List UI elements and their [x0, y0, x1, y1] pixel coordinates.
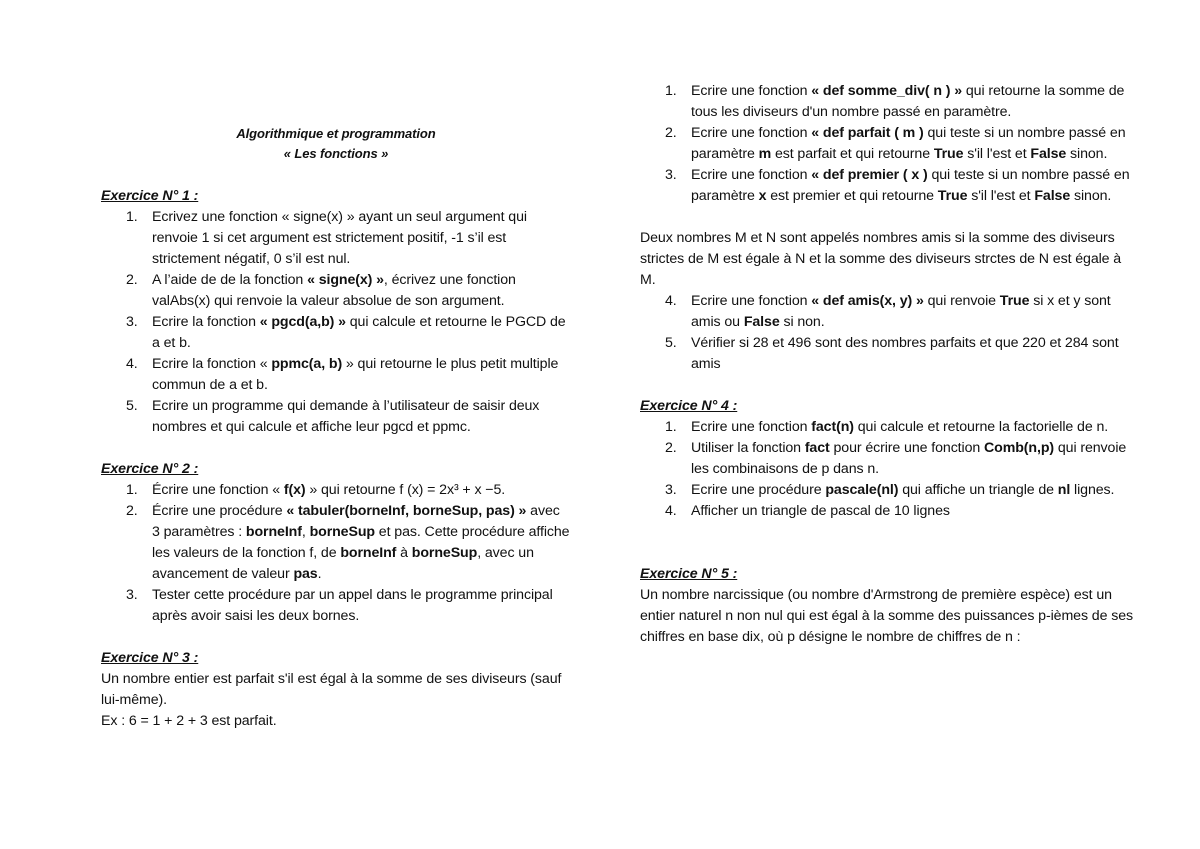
list-item: [640, 291, 1140, 333]
exercise-3-intro: Un nombre entier est parfait s'il est égal à la somme de ses diviseurs (sauf lui-même).: [101, 671, 562, 708]
text: » qui retourne f (x) = 2x³ + x −5.: [305, 482, 506, 498]
text: Afficher un triangle de pascal de 10 lignes: [691, 503, 950, 519]
bold-text: « tabuler(borneInf, borneSup, pas) »: [286, 503, 527, 519]
list-item-number: 3.: [665, 167, 677, 183]
doc-subtitle: « Les fonctions »: [283, 146, 389, 161]
text: Ecrire une fonction: [691, 83, 812, 99]
list-item-number: 4.: [126, 356, 138, 372]
list-item: [101, 207, 571, 270]
text: Ecrire une fonction: [691, 293, 812, 309]
bold-text: True: [937, 188, 968, 204]
text: si x et y sont amis ou: [691, 293, 1111, 330]
list-item-number: 1.: [126, 482, 138, 498]
list-item: [101, 396, 571, 438]
list-item-number: 5.: [126, 398, 138, 414]
exercise-1-heading: Exercice N° 1 :: [101, 188, 199, 204]
bold-text: fact: [804, 440, 830, 456]
bold-text: False: [1030, 146, 1067, 162]
list-item: [640, 81, 1140, 123]
list-item-number: 2.: [665, 440, 677, 456]
bold-text: f(x): [283, 482, 306, 498]
list-item-number: 4.: [665, 293, 677, 309]
text: Vérifier si 28 et 496 sont des nombres parfaits et que 220 et 284 sont amis: [691, 335, 1119, 372]
list-item-number: 3.: [126, 587, 138, 603]
text: Ecrire un programme qui demande à l’utilisateur de saisir deux nombres et qui calcule et affiche leur pgcd et ppmc.: [152, 398, 540, 435]
list-item: [640, 480, 1140, 501]
text: s'il l'est et: [967, 188, 1035, 204]
text: Écrire une procédure: [152, 503, 287, 519]
text: Écrire une fonction «: [152, 482, 284, 498]
bold-text: borneSup: [309, 524, 375, 540]
text: Ecrivez une fonction « signe(x) » ayant un seul argument qui renvoie 1 si cet argument est strictement positif, -1 s’il est strictement négatif, 0 s’il est nul.: [152, 209, 527, 267]
bold-text: False: [743, 314, 780, 330]
text: Ecrire la fonction «: [152, 356, 272, 372]
bold-text: pas: [293, 566, 318, 582]
text: Ecrire la fonction: [152, 314, 260, 330]
list-item: [101, 480, 571, 501]
text: et pas. Cette procédure affiche les valeurs de la fonction f, de: [152, 524, 570, 561]
list-item-number: 1.: [665, 419, 677, 435]
bold-text: borneInf: [245, 524, 302, 540]
list-item: [640, 417, 1140, 438]
exercise-3-example: Ex : 6 = 1 + 2 + 3 est parfait.: [101, 713, 277, 729]
text: sinon.: [1066, 146, 1108, 162]
list-item-number: 3.: [665, 482, 677, 498]
exercise-3-list: [640, 81, 1140, 207]
text: , avec un avancement de valeur: [152, 545, 534, 582]
bold-text: ppmc(a, b): [271, 356, 343, 372]
text: , écrivez une fonction valAbs(x) qui renvoie la valeur absolue de son argument.: [152, 272, 516, 309]
text: .: [317, 566, 322, 582]
text: sinon.: [1070, 188, 1112, 204]
bold-text: m: [758, 146, 772, 162]
exercise-1-list: [101, 207, 571, 438]
bold-text: « def amis(x, y) »: [811, 293, 924, 309]
bold-text: « def premier ( x ): [811, 167, 928, 183]
bold-text: « def somme_div( n ) »: [811, 83, 963, 99]
list-item-number: 3.: [126, 314, 138, 330]
list-item-number: 2.: [126, 503, 138, 519]
text: à: [396, 545, 412, 561]
bold-text: Comb(n,p): [984, 440, 1055, 456]
exercise-5-heading: Exercice N° 5 :: [640, 566, 738, 582]
left-column: [101, 0, 571, 732]
text: Ecrire une fonction: [691, 125, 812, 141]
text: » qui retourne le plus petit multiple commun de a et b.: [152, 356, 559, 393]
text: s'il l'est et: [963, 146, 1031, 162]
bold-text: x: [758, 188, 767, 204]
text: qui renvoie: [923, 293, 1000, 309]
list-item: [101, 585, 571, 627]
list-item: [101, 354, 571, 396]
text: est parfait et qui retourne: [771, 146, 934, 162]
text: ,: [301, 524, 310, 540]
list-item: [101, 501, 571, 585]
text: qui affiche un triangle de: [898, 482, 1058, 498]
bold-text: « def parfait ( m ): [811, 125, 924, 141]
text: Ecrire une procédure: [691, 482, 826, 498]
list-item: [101, 312, 571, 354]
bold-text: borneInf: [340, 545, 397, 561]
text: pour écrire une fonction: [829, 440, 984, 456]
text: qui calcule et retourne le PGCD de a et b.: [152, 314, 566, 351]
list-item-number: 2.: [126, 272, 138, 288]
list-item-number: 4.: [665, 503, 677, 519]
list-item-number: 2.: [665, 125, 677, 141]
text: qui teste si un nombre passé en paramètre: [691, 125, 1126, 162]
exercise-3-list-continued: [640, 291, 1140, 375]
text: lignes.: [1070, 482, 1115, 498]
list-item-number: 1.: [665, 83, 677, 99]
bold-text: True: [999, 293, 1030, 309]
doc-title: Algorithmique et programmation: [236, 126, 436, 141]
list-item: [101, 270, 571, 312]
exercise-2-heading: Exercice N° 2 :: [101, 461, 199, 477]
list-item: [640, 501, 1140, 522]
text: qui retourne la somme de tous les diviseurs d'un nombre passé en paramètre.: [691, 83, 1125, 120]
list-item: [640, 165, 1140, 207]
text: qui teste si un nombre passé en paramètre: [691, 167, 1130, 204]
list-item-number: 1.: [126, 209, 138, 225]
text: Ecrire une fonction: [691, 419, 812, 435]
exercise-2-list: [101, 480, 571, 627]
text: A l’aide de de la fonction: [152, 272, 308, 288]
text: qui calcule et retourne la factorielle de n.: [853, 419, 1109, 435]
exercise-3-heading: Exercice N° 3 :: [101, 650, 199, 666]
exercise-4-heading: Exercice N° 4 :: [640, 398, 738, 414]
list-item: [640, 333, 1140, 375]
right-column: [640, 0, 1140, 648]
bold-text: True: [933, 146, 964, 162]
text: Ecrire une fonction: [691, 167, 812, 183]
bold-text: « pgcd(a,b) »: [259, 314, 346, 330]
exercise-4-list: [640, 417, 1140, 522]
text: si non.: [779, 314, 825, 330]
exercise-3-amis-text: Deux nombres M et N sont appelés nombres amis si la somme des diviseurs strictes de M est égale à N et la somme des diviseurs strctes de N est égale à M.: [640, 230, 1122, 288]
bold-text: pascale(nl): [825, 482, 899, 498]
text: Utiliser la fonction: [691, 440, 805, 456]
text: avec 3 paramètres :: [152, 503, 560, 540]
text: est premier et qui retourne: [766, 188, 938, 204]
list-item: [640, 438, 1140, 480]
bold-text: borneSup: [411, 545, 478, 561]
text: qui renvoie les combinaisons de p dans n.: [691, 440, 1127, 477]
list-item: [640, 123, 1140, 165]
text: Tester cette procédure par un appel dans le programme principal après avoir saisi les deux bornes.: [152, 587, 553, 624]
bold-text: fact(n): [811, 419, 854, 435]
exercise-5-text: Un nombre narcissique (ou nombre d'Armstrong de première espèce) est un entier naturel n non nul qui est égal à la somme des puissances p-ièmes de ses chiffres en base dix, où p désigne le nombre de chiffres de n :: [640, 587, 1133, 645]
list-item-number: 5.: [665, 335, 677, 351]
bold-text: False: [1034, 188, 1071, 204]
bold-text: « signe(x) »: [307, 272, 384, 288]
bold-text: nl: [1057, 482, 1071, 498]
